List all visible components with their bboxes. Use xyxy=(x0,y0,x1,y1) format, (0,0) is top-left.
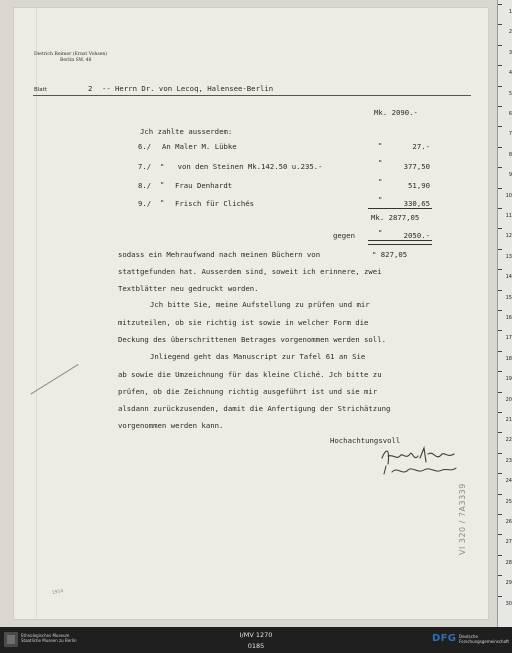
item-amount: 27.- xyxy=(412,142,430,151)
ruler-label: 21 xyxy=(505,417,512,423)
ruler-label: 29 xyxy=(505,580,512,587)
ditto-mark: " xyxy=(378,141,383,150)
ruler-tick xyxy=(498,351,502,352)
ruler-label: 8 xyxy=(508,151,512,158)
ruler-tick xyxy=(498,330,502,331)
ruler-tick xyxy=(498,310,502,311)
ruler-label: 19 xyxy=(505,376,512,383)
ruler-label: 9 xyxy=(508,172,512,179)
ditto-mark: " xyxy=(378,228,383,237)
dfg-logo: DFG xyxy=(432,633,457,644)
ruler-tick xyxy=(498,453,502,454)
item-desc: Frisch für Clichés xyxy=(175,199,255,208)
ruler-tick xyxy=(498,167,502,168)
ruler-tick xyxy=(498,473,502,474)
ruler-tick xyxy=(498,208,502,209)
ruler-label: 22 xyxy=(505,437,512,444)
paragraph-line: Jch bitte Sie, meine Aufstellung zu prüfen und mir xyxy=(150,300,370,309)
ruler-tick xyxy=(498,126,502,127)
subtotal-rule xyxy=(368,208,432,209)
ruler-label: 2 xyxy=(508,29,512,36)
signature-image xyxy=(378,444,468,484)
item-number: 8./ xyxy=(138,181,152,190)
ruler-tick xyxy=(498,45,502,46)
ditto-mark: " xyxy=(378,158,383,167)
letterhead xyxy=(34,52,107,64)
item-amount: 51,90 xyxy=(408,181,430,190)
ruler-tick xyxy=(498,514,502,515)
ruler-tick xyxy=(498,534,502,535)
paragraph-line: vorgenommen werden kann. xyxy=(118,421,224,430)
ruler-label: 11 xyxy=(505,213,512,219)
paragraph-line: sodass ein Mehraufwand nach meinen Büchern von xyxy=(118,250,321,259)
ruler-label: 30 xyxy=(505,600,512,607)
ruler-label: 15 xyxy=(505,294,512,301)
ruler-label: 24 xyxy=(505,478,512,485)
header-rule xyxy=(33,95,471,96)
dfg-line2: Forschungsgemeinschaft xyxy=(459,639,509,644)
ruler-label: 5 xyxy=(508,90,512,97)
ruler-label: 13 xyxy=(505,253,512,260)
ruler-tick xyxy=(498,432,502,433)
ruler-label: 25 xyxy=(505,498,512,505)
closing: Hochachtungsvoll xyxy=(330,436,401,445)
item-desc: An Maler M. Lübke xyxy=(162,142,237,151)
paragraph-line: prüfen, ob die Zeichnung richtig ausgeführt ist und sie mir xyxy=(118,387,378,396)
item-desc: Frau Denhardt xyxy=(175,181,233,190)
ruler-label: 23 xyxy=(505,457,512,464)
ruler-tick xyxy=(498,86,502,87)
ruler-label: 20 xyxy=(505,396,512,403)
ruler-label: 16 xyxy=(505,315,512,321)
dash-marks: -- xyxy=(102,84,111,93)
gegen-amount: 2050.- xyxy=(403,231,430,240)
museum-line1: Ethnologisches Museum xyxy=(21,633,70,638)
ruler-label: 3 xyxy=(508,49,512,56)
blatt-number: 2 xyxy=(88,84,93,93)
ruler-tick xyxy=(498,228,502,229)
ditto-mark: " xyxy=(160,180,165,189)
letterhead-city: Berlin SW. 48 xyxy=(60,58,92,63)
footer-bar xyxy=(0,627,512,653)
archive-code: VI 320 / 7A3339 xyxy=(458,483,467,555)
inventory-number: I/MV 1270 xyxy=(239,631,273,639)
letter-sheet xyxy=(14,8,488,619)
ditto-mark: " xyxy=(378,195,383,204)
item-amount: 377,50 xyxy=(403,162,430,171)
ruler-tick xyxy=(498,269,502,270)
addressee: Herrn Dr. von Lecoq, Halensee-Berlin xyxy=(115,84,274,93)
item-desc: " von den Steinen Mk.142.50 u.235.- xyxy=(160,162,323,171)
ditto-mark: " xyxy=(160,198,165,207)
ruler-label: 1 xyxy=(508,9,512,15)
ruler-label: 26 xyxy=(505,519,512,525)
scale-ruler xyxy=(497,0,512,627)
paper-fold xyxy=(36,8,37,619)
item-number: 7./ xyxy=(138,162,152,171)
ruler-tick xyxy=(498,106,502,107)
ruler-label: 14 xyxy=(505,274,512,281)
item-number: 6./ xyxy=(138,142,152,151)
total-amount: Mk. 2877,05 xyxy=(371,213,420,222)
paragraph-line: ab sowie die Umzeichnung für das kleine Cliché. Jch bitte zu xyxy=(118,370,382,379)
difference-amount: " 827,05 xyxy=(372,250,408,259)
ruler-tick xyxy=(498,392,502,393)
item-amount: 330,65 xyxy=(403,199,430,208)
ruler-tick xyxy=(498,147,502,148)
ruler-tick xyxy=(498,24,502,25)
ruler-tick xyxy=(498,290,502,291)
ruler-tick xyxy=(498,575,502,576)
ruler-label: 12 xyxy=(505,233,512,240)
ruler-tick xyxy=(498,65,502,66)
page-number: 0185 xyxy=(247,642,265,650)
ditto-mark: " xyxy=(378,177,383,186)
dfg-name xyxy=(459,634,509,644)
paragraph-line: mitzuteilen, ob sie richtig ist sowie in welcher Form die xyxy=(118,318,369,327)
museum-line2: Staatliche Museen zu Berlin xyxy=(21,638,77,643)
paragraph-line: Deckung des überschrittenen Betrages vorgenommen werden soll. xyxy=(118,335,386,344)
ruler-tick xyxy=(498,188,502,189)
item-number: 9./ xyxy=(138,199,152,208)
gegen-label: gegen xyxy=(333,231,355,240)
total-double-rule xyxy=(368,240,432,245)
letterhead-name: Dietrich Reimer (Ernst Vohsen) xyxy=(34,52,108,57)
ruler-label: 18 xyxy=(505,355,512,362)
ruler-tick xyxy=(498,555,502,556)
paragraph-line: alsdann zurückzusenden, damit die Anfertigung der Strichätzung xyxy=(118,404,391,413)
ruler-label: 4 xyxy=(508,70,512,77)
ruler-label: 28 xyxy=(505,559,512,566)
dfg-line1: Deutsche xyxy=(459,634,478,639)
ruler-tick xyxy=(498,4,502,5)
ruler-tick xyxy=(498,494,502,495)
ruler-label: 7 xyxy=(508,131,512,138)
paragraph-line: Textblätter neu gedruckt worden. xyxy=(118,284,259,293)
ruler-label: 27 xyxy=(505,539,512,546)
ruler-tick xyxy=(498,249,502,250)
intro-text: Jch zahlte ausserdem: xyxy=(140,127,233,136)
paragraph-line: Jnliegend geht das Manuscript zur Tafel 61 an Sie xyxy=(150,352,366,361)
blatt-label: Blatt xyxy=(34,87,47,93)
opening-amount: Mk. 2090.- xyxy=(374,108,418,117)
ruler-tick xyxy=(498,412,502,413)
ruler-label: 17 xyxy=(505,335,512,342)
ruler-label: 10 xyxy=(505,192,512,199)
pencil-note: 1914 xyxy=(51,589,64,596)
ruler-tick xyxy=(498,596,502,597)
ruler-tick xyxy=(498,371,502,372)
ruler-label: 6 xyxy=(508,111,512,117)
paragraph-line: stattgefunden hat. Ausserdem sind, soweit ich erinnere, zwei xyxy=(118,267,382,276)
